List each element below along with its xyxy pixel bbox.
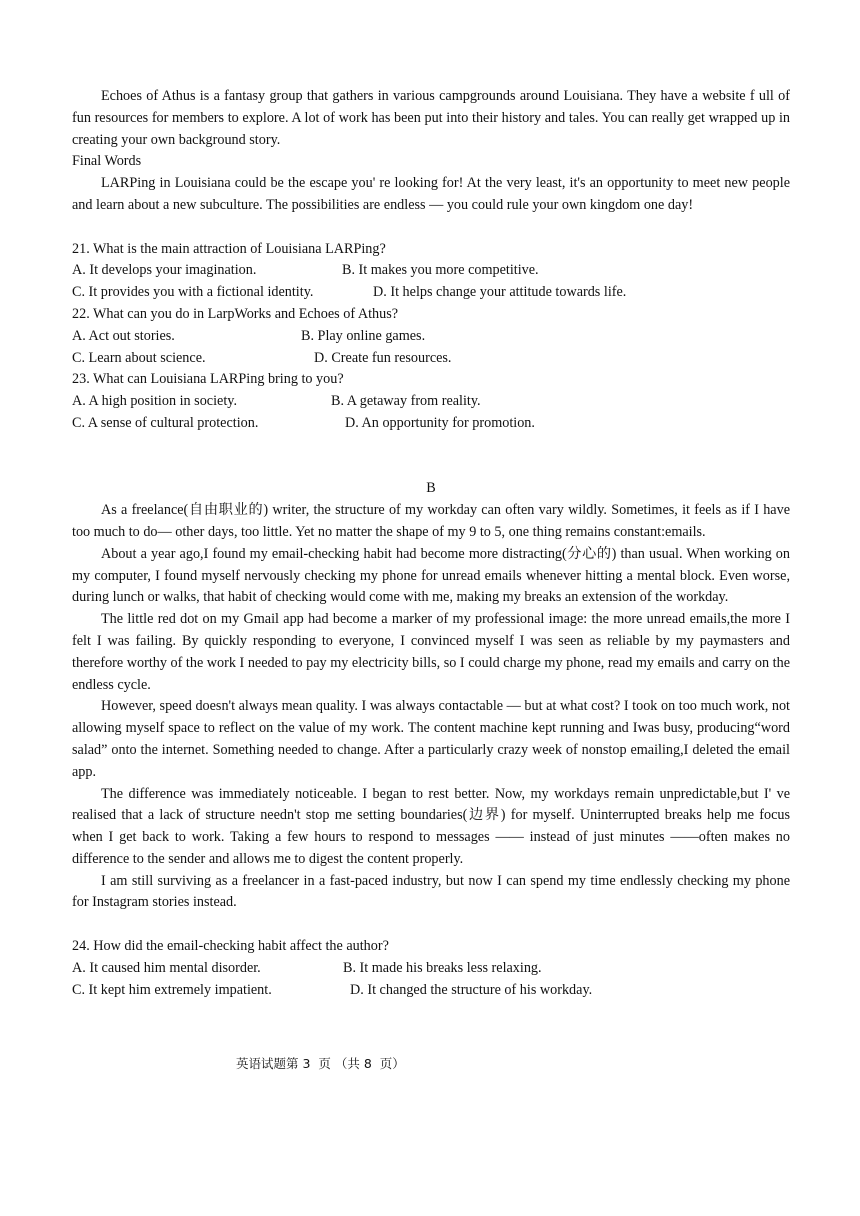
question-24 <box>72 936 790 1001</box>
option-c: C. It kept him extremely impatient. <box>72 981 272 998</box>
question-stem: 22. What can you do in LarpWorks and Echoes of Athus? <box>72 305 399 322</box>
option-c: C. A sense of cultural protection. <box>72 414 259 431</box>
spacer <box>72 217 790 239</box>
option-b: B. It makes you more competitive. <box>342 262 539 279</box>
option-b: B. A getaway from reality. <box>331 393 481 410</box>
option-row <box>72 348 790 370</box>
spacer <box>72 914 790 936</box>
intro-paragraph: Echoes of Athus is a fantasy group that gathers in various campgrounds around Louisiana. They have a website f ull of fun resources for members to explore. A lot of work has been put into their history and tales. You can really get wrapped up in creating your own background story. <box>72 88 790 148</box>
option-a: A. Act out stories. <box>72 327 175 344</box>
option-d: D. An opportunity for promotion. <box>345 414 535 431</box>
passage-b-paragraph: About a year ago,I found my email-checking habit had become more distracting(分心的) than usual. When working on my computer, I found myself nervously checking my phone for unread emails whenever hitting a mental block. Even worse, during lunch or walks, that habit of checking would come with me, making my breaks an extension of the workday. <box>72 545 790 606</box>
option-row <box>72 958 790 980</box>
option-c: C. Learn about science. <box>72 349 206 366</box>
option-row <box>72 391 790 413</box>
page-number-text: 英语试题第 3 页 （共 8 页） <box>236 1056 405 1071</box>
spacer <box>72 435 790 457</box>
passage-b-paragraph: The little red dot on my Gmail app had become a marker of my professional image: the more unread emails,the more I felt I was failing. By quickly responding to everyone, I convinced myself I was seen as reliable by my paymasters and therefore worthy of the work I needed to pay my electricity bills, so I could charge my phone, read my emails and carry on the endless cycle. <box>72 611 790 693</box>
question-stem: 23. What can Louisiana LARPing bring to you? <box>72 371 344 388</box>
option-row <box>72 260 790 282</box>
section-b-label: B <box>426 480 436 497</box>
option-d: D. Create fun resources. <box>314 349 452 366</box>
question-21 <box>72 239 790 304</box>
option-a: A. It caused him mental disorder. <box>72 959 261 976</box>
option-a: A. A high position in society. <box>72 393 237 410</box>
question-23 <box>72 369 790 434</box>
option-row <box>72 326 790 348</box>
question-22 <box>72 304 790 369</box>
final-words-heading: Final Words <box>72 153 142 170</box>
option-b: B. It made his breaks less relaxing. <box>343 959 542 976</box>
option-a: A. It develops your imagination. <box>72 262 257 279</box>
question-stem: 24. How did the email-checking habit affect the author? <box>72 938 389 955</box>
option-b: B. Play online games. <box>301 327 426 344</box>
passage-b-paragraph: As a freelance(自由职业的) writer, the structure of my workday can often vary wildly. Sometimes, it feels as if I have too much to do— other days, too little. Yet no matter the shape of my 9 to 5, one thing remains constant:emails. <box>72 502 790 540</box>
option-d: D. It helps change your attitude towards life. <box>373 284 627 301</box>
option-row <box>72 282 790 304</box>
question-stem: 21. What is the main attraction of Louisiana LARPing? <box>72 240 386 257</box>
final-words-paragraph: LARPing in Louisiana could be the escape you' re looking for! At the very least, it's an opportunity to meet new people and learn about a new subculture. The possibilities are endless — you could rule your own kingdom one day! <box>72 175 790 213</box>
passage-b-paragraph: The difference was immediately noticeable. I began to rest better. Now, my workdays remain unpredictable,but I' ve realised that a lack of structure needn't stop me setting boundaries(边界) for myself. Uninterrupted breaks help me focus when I get back to work. Taking a few hours to respond to messages —— instead of just minutes ——often makes no difference to the sender and allows me to digest the content properly. <box>72 785 790 867</box>
option-c: C. It provides you with a fictional identity. <box>72 284 314 301</box>
passage-b-paragraph: However, speed doesn't always mean quality. I was always contactable — but at what cost? I took on too much work, not allowing myself space to reflect on the value of my work. The content machine kept running and Iwas busy, producing“word salad” onto the internet. Something needed to change. After a particularly crazy week of nonstop emailing,I deleted the email app. <box>72 698 790 780</box>
option-row <box>72 980 790 1002</box>
document-page <box>72 86 790 1001</box>
option-row <box>72 413 790 435</box>
passage-b-paragraph: I am still surviving as a freelancer in a fast-paced industry, but now I can spend my time endlessly checking my phone for Instagram stories instead. <box>72 872 790 911</box>
option-d: D. It changed the structure of his workday. <box>350 981 593 998</box>
spacer <box>72 457 790 479</box>
